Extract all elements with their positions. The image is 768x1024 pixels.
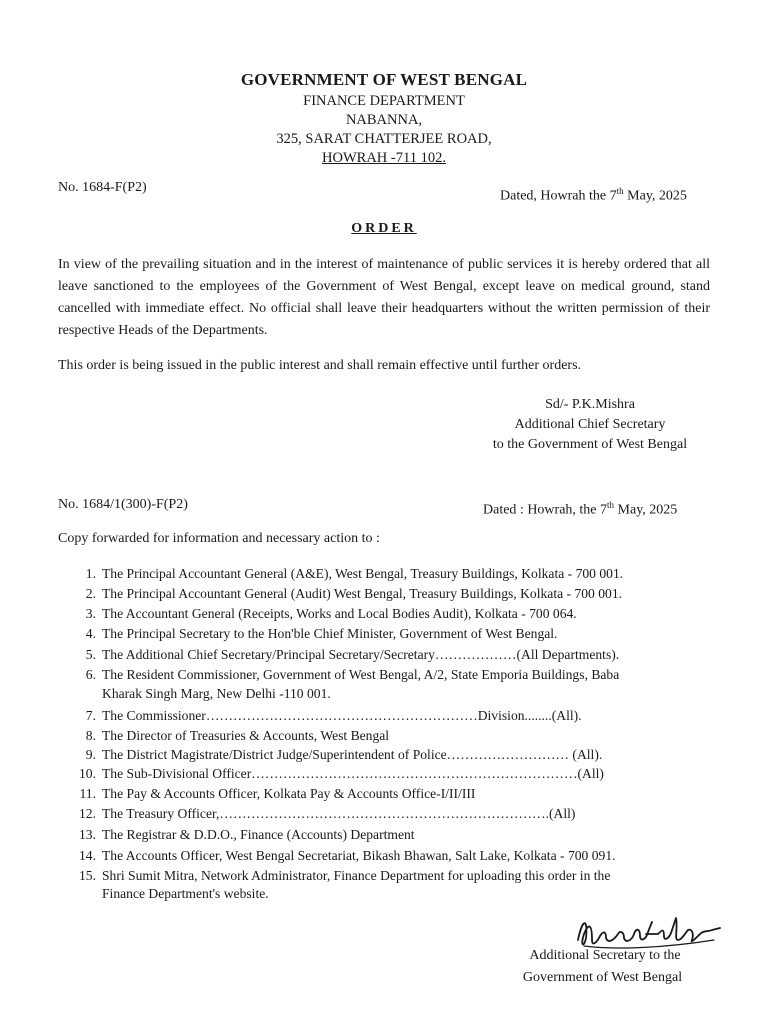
list-item <box>74 786 475 802</box>
list-item <box>74 606 577 622</box>
list-item <box>74 747 602 763</box>
list-item-text: The Registrar & D.D.O., Finance (Accounts) Department <box>102 827 415 842</box>
list-item-number: 3. <box>85 606 96 621</box>
list-item-number: 1. <box>85 566 96 581</box>
signatory-2-government: Government of West Bengal <box>522 970 683 985</box>
city-pin: HOWRAH -711 102. <box>322 150 446 166</box>
order-date-suffix: May, 2025 <box>623 188 687 204</box>
order-number: No. 1684-F(P2) <box>58 180 147 195</box>
list-item-text: The Sub-Divisional Officer………………………………………………………………(All) <box>102 766 604 781</box>
list-item <box>74 806 575 822</box>
signed-by: Sd/- P.K.Mishra <box>545 397 635 412</box>
list-item-text: Kharak Singh Marg, New Delhi -110 001. <box>102 686 331 701</box>
list-item-number: 5. <box>85 647 96 662</box>
list-item-text: The Pay & Accounts Officer, Kolkata Pay & Accounts Office-I/II/III <box>102 786 476 801</box>
signatory-2-designation: Additional Secretary to the <box>529 948 681 963</box>
list-item <box>74 886 269 902</box>
list-item-text: The District Magistrate/District Judge/Superintendent of Police……………………… (All). <box>102 747 603 762</box>
list-item-number: 8. <box>85 728 96 743</box>
order-paragraph-1: In view of the prevailing situation and in the interest of maintenance of public services it is hereby ordered that all leave sanctioned to the employees of the Government of West Bengal, except leave on medical ground, stand cancelled with immediate effect. No official shall leave their headquarters without the written permission of their respective Heads of the Departments. <box>58 257 710 338</box>
list-item-text: The Treasury Officer,……………………………………………………………….(All) <box>102 806 576 821</box>
building-name: NABANNA, <box>345 112 423 128</box>
copy-date-suffix: May, 2025 <box>614 502 678 518</box>
street-address: 325, SARAT CHATTERJEE ROAD, <box>276 131 492 147</box>
copy-forwarded-line: Copy forwarded for information and necessary action to : <box>58 531 380 546</box>
order-date <box>500 186 687 205</box>
list-item <box>74 566 623 582</box>
list-item-number: 15. <box>79 868 96 883</box>
list-item-text: The Accountant General (Receipts, Works and Local Bodies Audit), Kolkata - 700 064. <box>102 606 577 621</box>
list-item <box>74 667 619 683</box>
list-item-number: 6. <box>85 667 96 682</box>
list-item-number: 13. <box>79 827 96 842</box>
signatory-1-government: to the Government of West Bengal <box>492 437 688 452</box>
list-item-text: Shri Sumit Mitra, Network Administrator, Finance Department for uploading this order in the <box>102 868 611 883</box>
list-item-number: 12. <box>79 806 96 821</box>
list-item <box>74 686 331 702</box>
recipient-list <box>74 566 714 926</box>
list-item-number: 11. <box>79 786 96 801</box>
list-item-number: 9. <box>85 747 96 762</box>
list-item <box>74 848 616 864</box>
list-item <box>74 728 389 744</box>
order-date-sup: th <box>616 186 624 196</box>
list-item-number: 4. <box>85 626 96 641</box>
list-item <box>74 708 582 724</box>
list-item-number: 2. <box>85 586 96 601</box>
list-item-text: The Commissioner……………………………………………………Division........(All). <box>102 708 582 723</box>
copy-date-prefix: Dated : Howrah, the 7 <box>483 502 608 518</box>
list-item <box>74 626 557 642</box>
list-item <box>74 586 622 602</box>
department-name: FINANCE DEPARTMENT <box>303 93 465 109</box>
order-paragraph-2: This order is being issued in the public interest and shall remain effective until further orders. <box>58 358 582 373</box>
list-item-text: The Resident Commissioner, Government of West Bengal, A/2, State Emporia Buildings, Baba <box>102 667 620 682</box>
list-item-text: The Principal Secretary to the Hon'ble Chief Minister, Government of West Bengal. <box>102 626 558 641</box>
list-item-number: 7. <box>85 708 96 723</box>
list-item-number: 10. <box>79 766 96 781</box>
list-item-text: The Principal Accountant General (Audit) West Bengal, Treasury Buildings, Kolkata - 700 001. <box>102 586 623 601</box>
list-item-number: 14. <box>79 848 96 863</box>
list-item <box>74 647 619 663</box>
list-item <box>74 766 604 782</box>
list-item-text: The Additional Chief Secretary/Principal Secretary/Secretary………………(All Departments). <box>102 647 620 662</box>
list-item-text: The Director of Treasuries & Accounts, West Bengal <box>102 728 390 743</box>
government-title: GOVERNMENT OF WEST BENGAL <box>240 70 528 89</box>
signatory-1-designation: Additional Chief Secretary <box>514 417 666 432</box>
list-item <box>74 827 415 843</box>
list-item-text: The Principal Accountant General (A&E), West Bengal, Treasury Buildings, Kolkata - 700 001. <box>102 566 624 581</box>
list-item <box>74 868 610 884</box>
order-date-prefix: Dated, Howrah the 7 <box>500 188 617 204</box>
order-title: ORDER <box>351 221 417 236</box>
copy-date-sup: th <box>607 500 615 510</box>
list-item-text: Finance Department's website. <box>102 886 269 901</box>
copy-date <box>483 500 677 519</box>
copy-number: No. 1684/1(300)-F(P2) <box>58 497 188 512</box>
list-item-text: The Accounts Officer, West Bengal Secretariat, Bikash Bhawan, Salt Lake, Kolkata - 700 091. <box>102 848 616 863</box>
